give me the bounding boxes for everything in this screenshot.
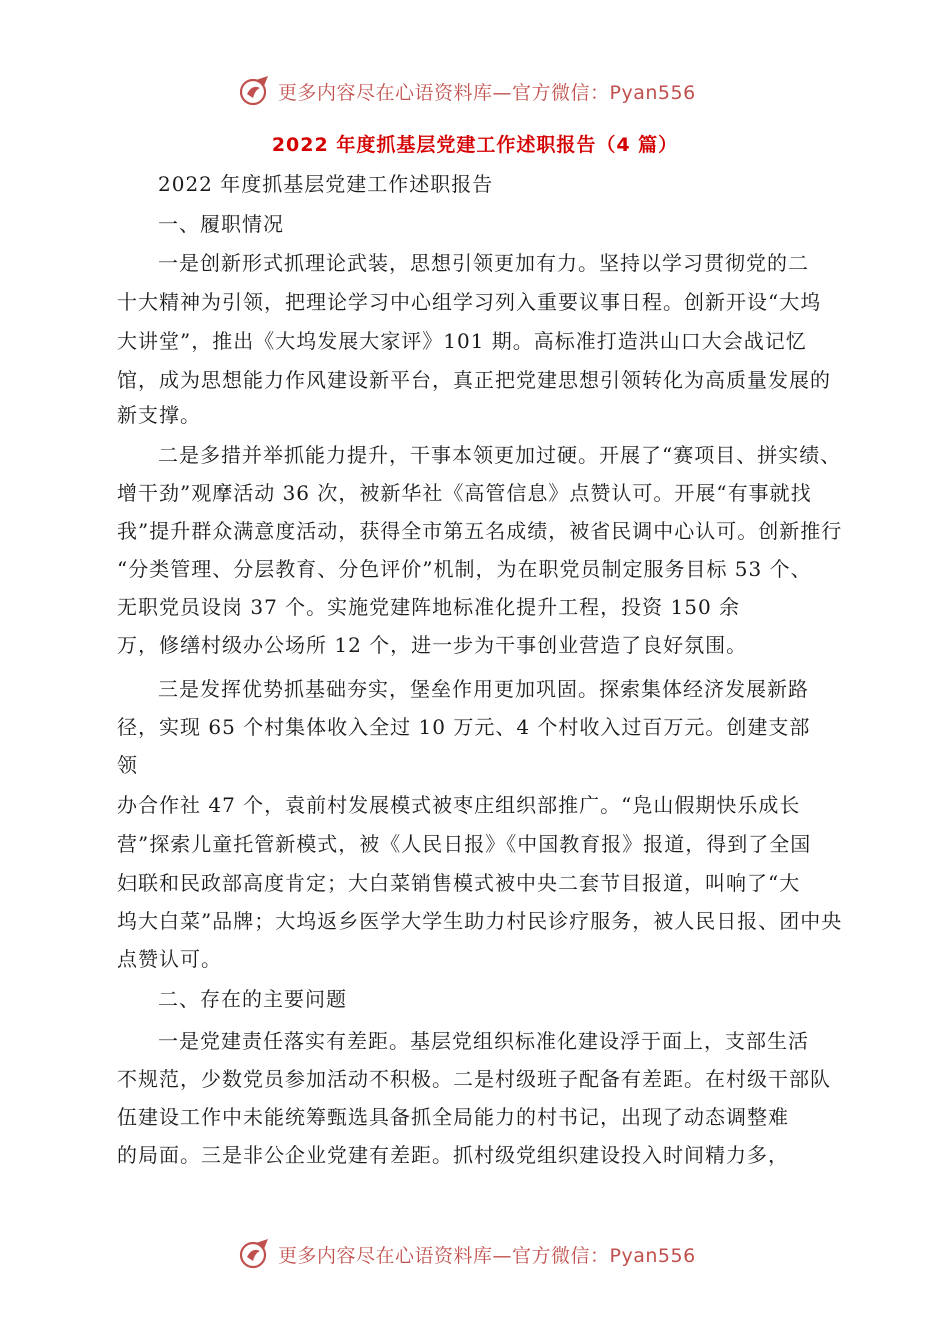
watermark-logo-icon bbox=[238, 1237, 272, 1271]
paragraph-line: 馆，成为思想能力作风建设新平台，真正把党建思想引领转化为高质量发展的 bbox=[117, 368, 831, 392]
paragraph-line: 妇联和民政部高度肯定；大白菜销售模式被中央二套节目报道，叫响了“大 bbox=[117, 871, 801, 895]
paragraph-line: 不规范，少数党员参加活动不积极。二是村级班子配备有差距。在村级干部队 bbox=[117, 1067, 831, 1091]
paragraph-line: 我”提升群众满意度活动，获得全市第五名成绩，被省民调中心认可。创新推行 bbox=[117, 519, 843, 543]
paragraph-line: 领 bbox=[117, 753, 138, 777]
paragraph-line: 营”探索儿童托管新模式，被《人民日报》《中国教育报》报道，得到了全国 bbox=[117, 832, 812, 856]
section-heading: 一、履职情况 bbox=[158, 212, 284, 236]
paragraph-line: 点赞认可。 bbox=[117, 947, 222, 971]
paragraph-line: 的局面。三是非公企业党建有差距。抓村级党组织建设投入时间精力多， bbox=[117, 1143, 789, 1167]
watermark-logo-icon bbox=[238, 74, 272, 108]
document-title: 2022 年度抓基层党建工作述职报告（4 篇） bbox=[271, 134, 679, 156]
document-subtitle: 2022 年度抓基层党建工作述职报告 bbox=[158, 172, 494, 196]
paragraph-line: 万，修缮村级办公场所 12 个，进一步为干事创业营造了良好氛围。 bbox=[117, 633, 748, 657]
paragraph-line: 二是多措并举抓能力提升，干事本领更加过硬。开展了“赛项目、拼实绩、 bbox=[158, 443, 842, 467]
paragraph-line: 办合作社 47 个，袁前村发展模式被枣庄组织部推广。“凫山假期快乐成长 bbox=[117, 793, 801, 817]
paragraph-line: 大讲堂”，推出《大坞发展大家评》101 期。高标准打造洪山口大会战记忆 bbox=[117, 329, 807, 353]
paragraph-line: 三是发挥优势抓基础夯实，堡垒作用更加巩固。探索集体经济发展新路 bbox=[158, 677, 809, 701]
watermark-footer bbox=[238, 1236, 696, 1272]
paragraph-line: 无职党员设岗 37 个。实施党建阵地标准化提升工程，投资 150 余 bbox=[117, 595, 741, 619]
paragraph-line: “分类管理、分层教育、分色评价”机制，为在职党员制定服务目标 53 个、 bbox=[117, 557, 812, 581]
paragraph-line: 坞大白菜”品牌；大坞返乡医学大学生助力村民诊疗服务，被人民日报、团中央 bbox=[117, 909, 843, 933]
watermark-text: 更多内容尽在心语资料库—官方微信：Pyan556 bbox=[278, 1244, 696, 1267]
watermark-text: 更多内容尽在心语资料库—官方微信：Pyan556 bbox=[278, 81, 696, 104]
watermark-header bbox=[238, 73, 696, 109]
paragraph-line: 伍建设工作中未能统筹甄选具备抓全局能力的村书记，出现了动态调整难 bbox=[117, 1105, 789, 1129]
section-heading: 二、存在的主要问题 bbox=[158, 987, 347, 1011]
paragraph-line: 新支撑。 bbox=[117, 403, 201, 427]
paragraph-line: 增干劲”观摩活动 36 次，被新华社《高管信息》点赞认可。开展“有事就找 bbox=[117, 481, 812, 505]
paragraph-line: 一是创新形式抓理论武装，思想引领更加有力。坚持以学习贯彻党的二 bbox=[158, 251, 809, 275]
paragraph-line: 径，实现 65 个村集体收入全过 10 万元、4 个村收入过百万元。创建支部 bbox=[117, 715, 811, 739]
paragraph-line: 一是党建责任落实有差距。基层党组织标准化建设浮于面上，支部生活 bbox=[158, 1029, 809, 1053]
paragraph-line: 十大精神为引领，把理论学习中心组学习列入重要议事日程。创新开设“大坞 bbox=[117, 290, 822, 314]
